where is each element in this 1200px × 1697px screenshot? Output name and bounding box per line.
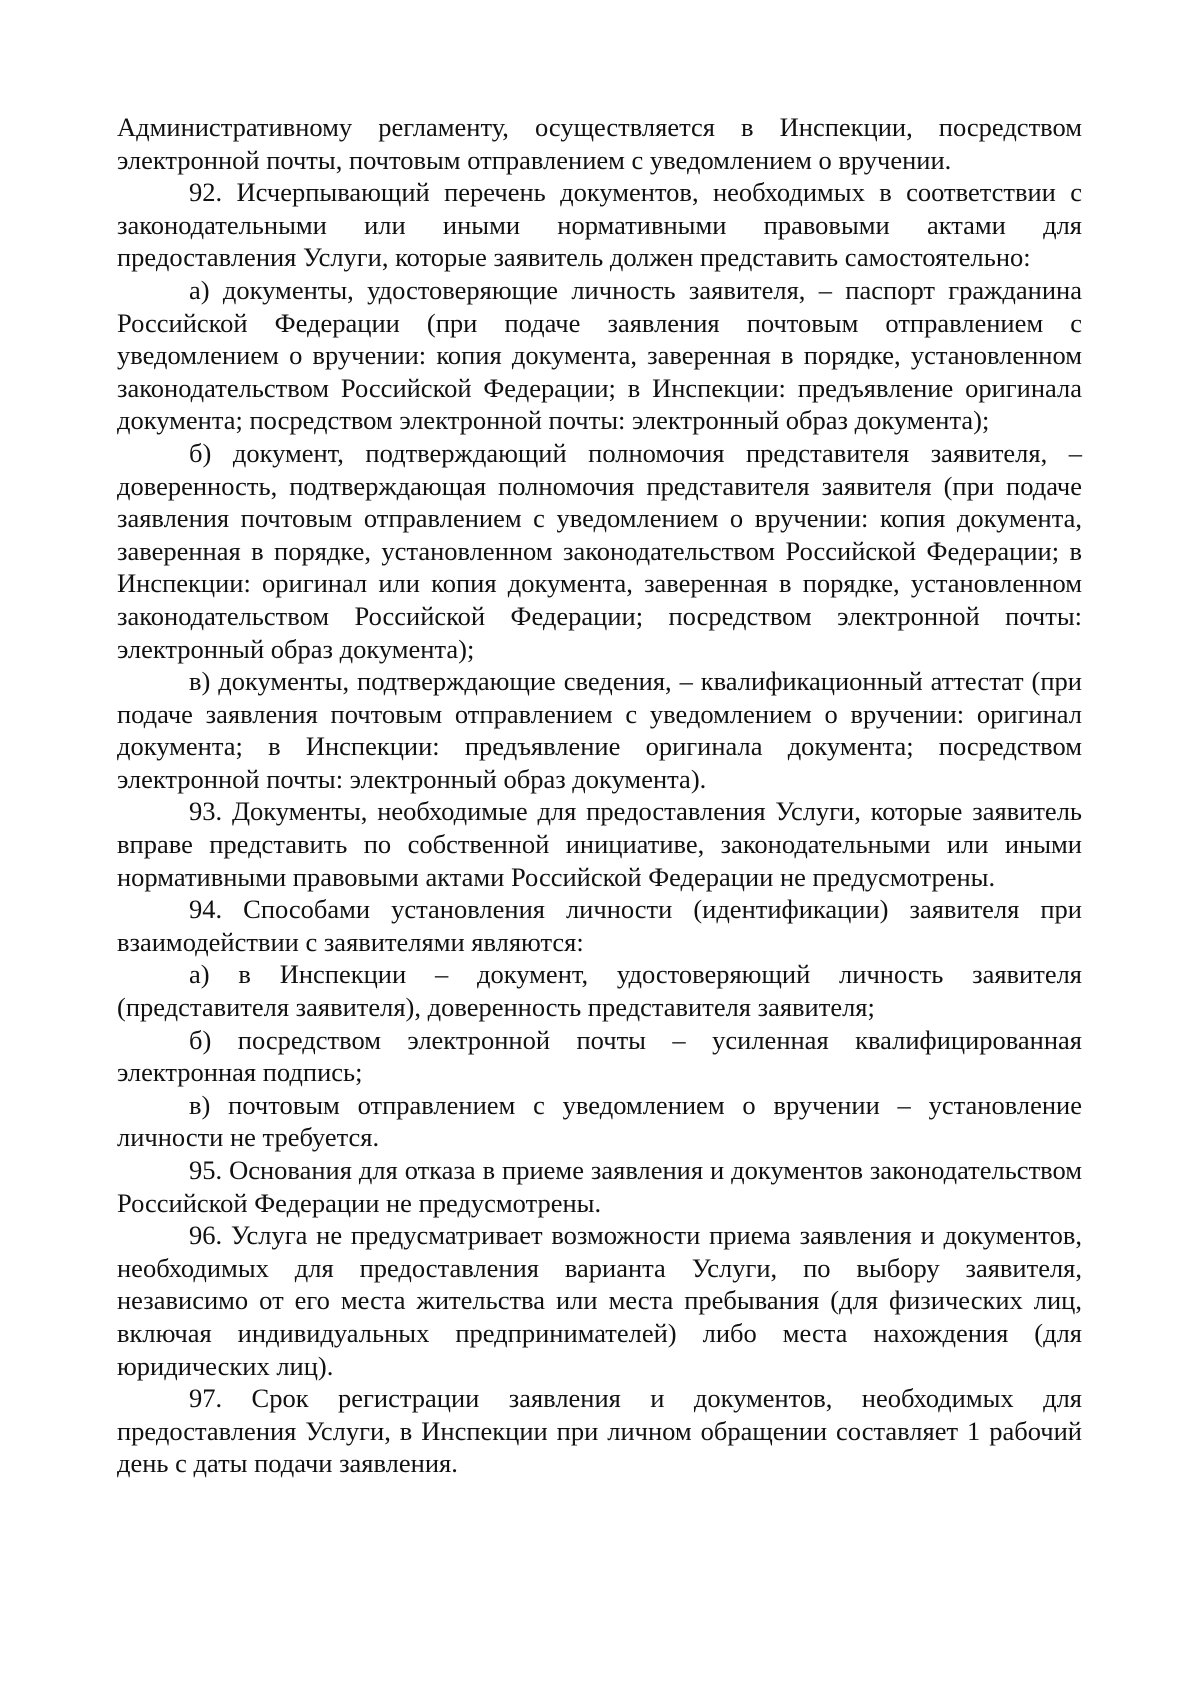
paragraph-96: 96. Услуга не предусматривает возможности приема заявления и документов, необходимых для предоставления варианта Услуги, по выбору заявителя, независимо от его места жительства или места пребывания (для физических лиц, включая индивидуальных предпринимателей) либо места нахождения (для юридических лиц). bbox=[117, 1220, 1082, 1381]
paragraph-94: 94. Способами установления личности (идентификации) заявителя при взаимодействии с заявителями являются: bbox=[117, 894, 1082, 957]
paragraph-92-a: а) документы, удостоверяющие личность заявителя, – паспорт гражданина Российской Федерации (при подаче заявления почтовым отправлением с уведомлением о вручении: копия документа, заверенная в порядке, установленном законодательством Российской Федерации; в Инспекции: предъявление оригинала документа; посредством электронной почты: электронный образ документа); bbox=[117, 274, 1082, 436]
paragraph-97: 97. Срок регистрации заявления и документов, необходимых для предоставления Услуги, в Инспекции при личном обращении составляет 1 рабочий день с даты подачи заявления. bbox=[117, 1383, 1082, 1479]
paragraph-92: 92. Исчерпывающий перечень документов, необходимых в соответствии с законодательными или иными нормативными правовыми актами для предоставления Услуги, которые заявитель должен представить самостоятельно: bbox=[117, 177, 1082, 273]
paragraph-93: 93. Документы, необходимые для предоставления Услуги, которые заявитель вправе представить по собственной инициативе, законодательными или иными нормативными правовыми актами Российской Федерации не предусмотрены. bbox=[117, 796, 1082, 892]
paragraph-94-b: б) посредством электронной почты – усиленная квалифицированная электронная подпись; bbox=[117, 1024, 1082, 1088]
document-page bbox=[117, 111, 1082, 1480]
paragraph-95: 95. Основания для отказа в приеме заявления и документов законодательством Российской Федерации не предусмотрены. bbox=[117, 1155, 1082, 1218]
paragraph-94-a: а) в Инспекции – документ, удостоверяющий личность заявителя (представителя заявителя), доверенность представителя заявителя; bbox=[117, 959, 1082, 1023]
paragraph-92-v: в) документы, подтверждающие сведения, – квалификационный аттестат (при подаче заявления почтовым отправлением с уведомлением о вручении: оригинал документа; в Инспекции: предъявление оригинала документа; посредством электронной почты: электронный образ документа). bbox=[117, 666, 1082, 794]
paragraph-94-v: в) почтовым отправлением с уведомлением о вручении – установление личности не требуется. bbox=[117, 1089, 1082, 1153]
paragraph-92-b: б) документ, подтверждающий полномочия представителя заявителя, – доверенность, подтверждающая полномочия представителя заявителя (при подаче заявления почтовым отправлением с уведомлением о вручении: копия документа, заверенная в порядке, установленном законодательством Российской Федерации; в Инспекции: оригинал или копия документа, заверенная в порядке, установленном законодательством Российской Федерации; посредством электронной почты: электронный образ документа); bbox=[117, 437, 1082, 664]
paragraph-continuation: Административному регламенту, осуществляется в Инспекции, посредством электронной почты, почтовым отправлением с уведомлением о вручении. bbox=[117, 112, 1082, 175]
